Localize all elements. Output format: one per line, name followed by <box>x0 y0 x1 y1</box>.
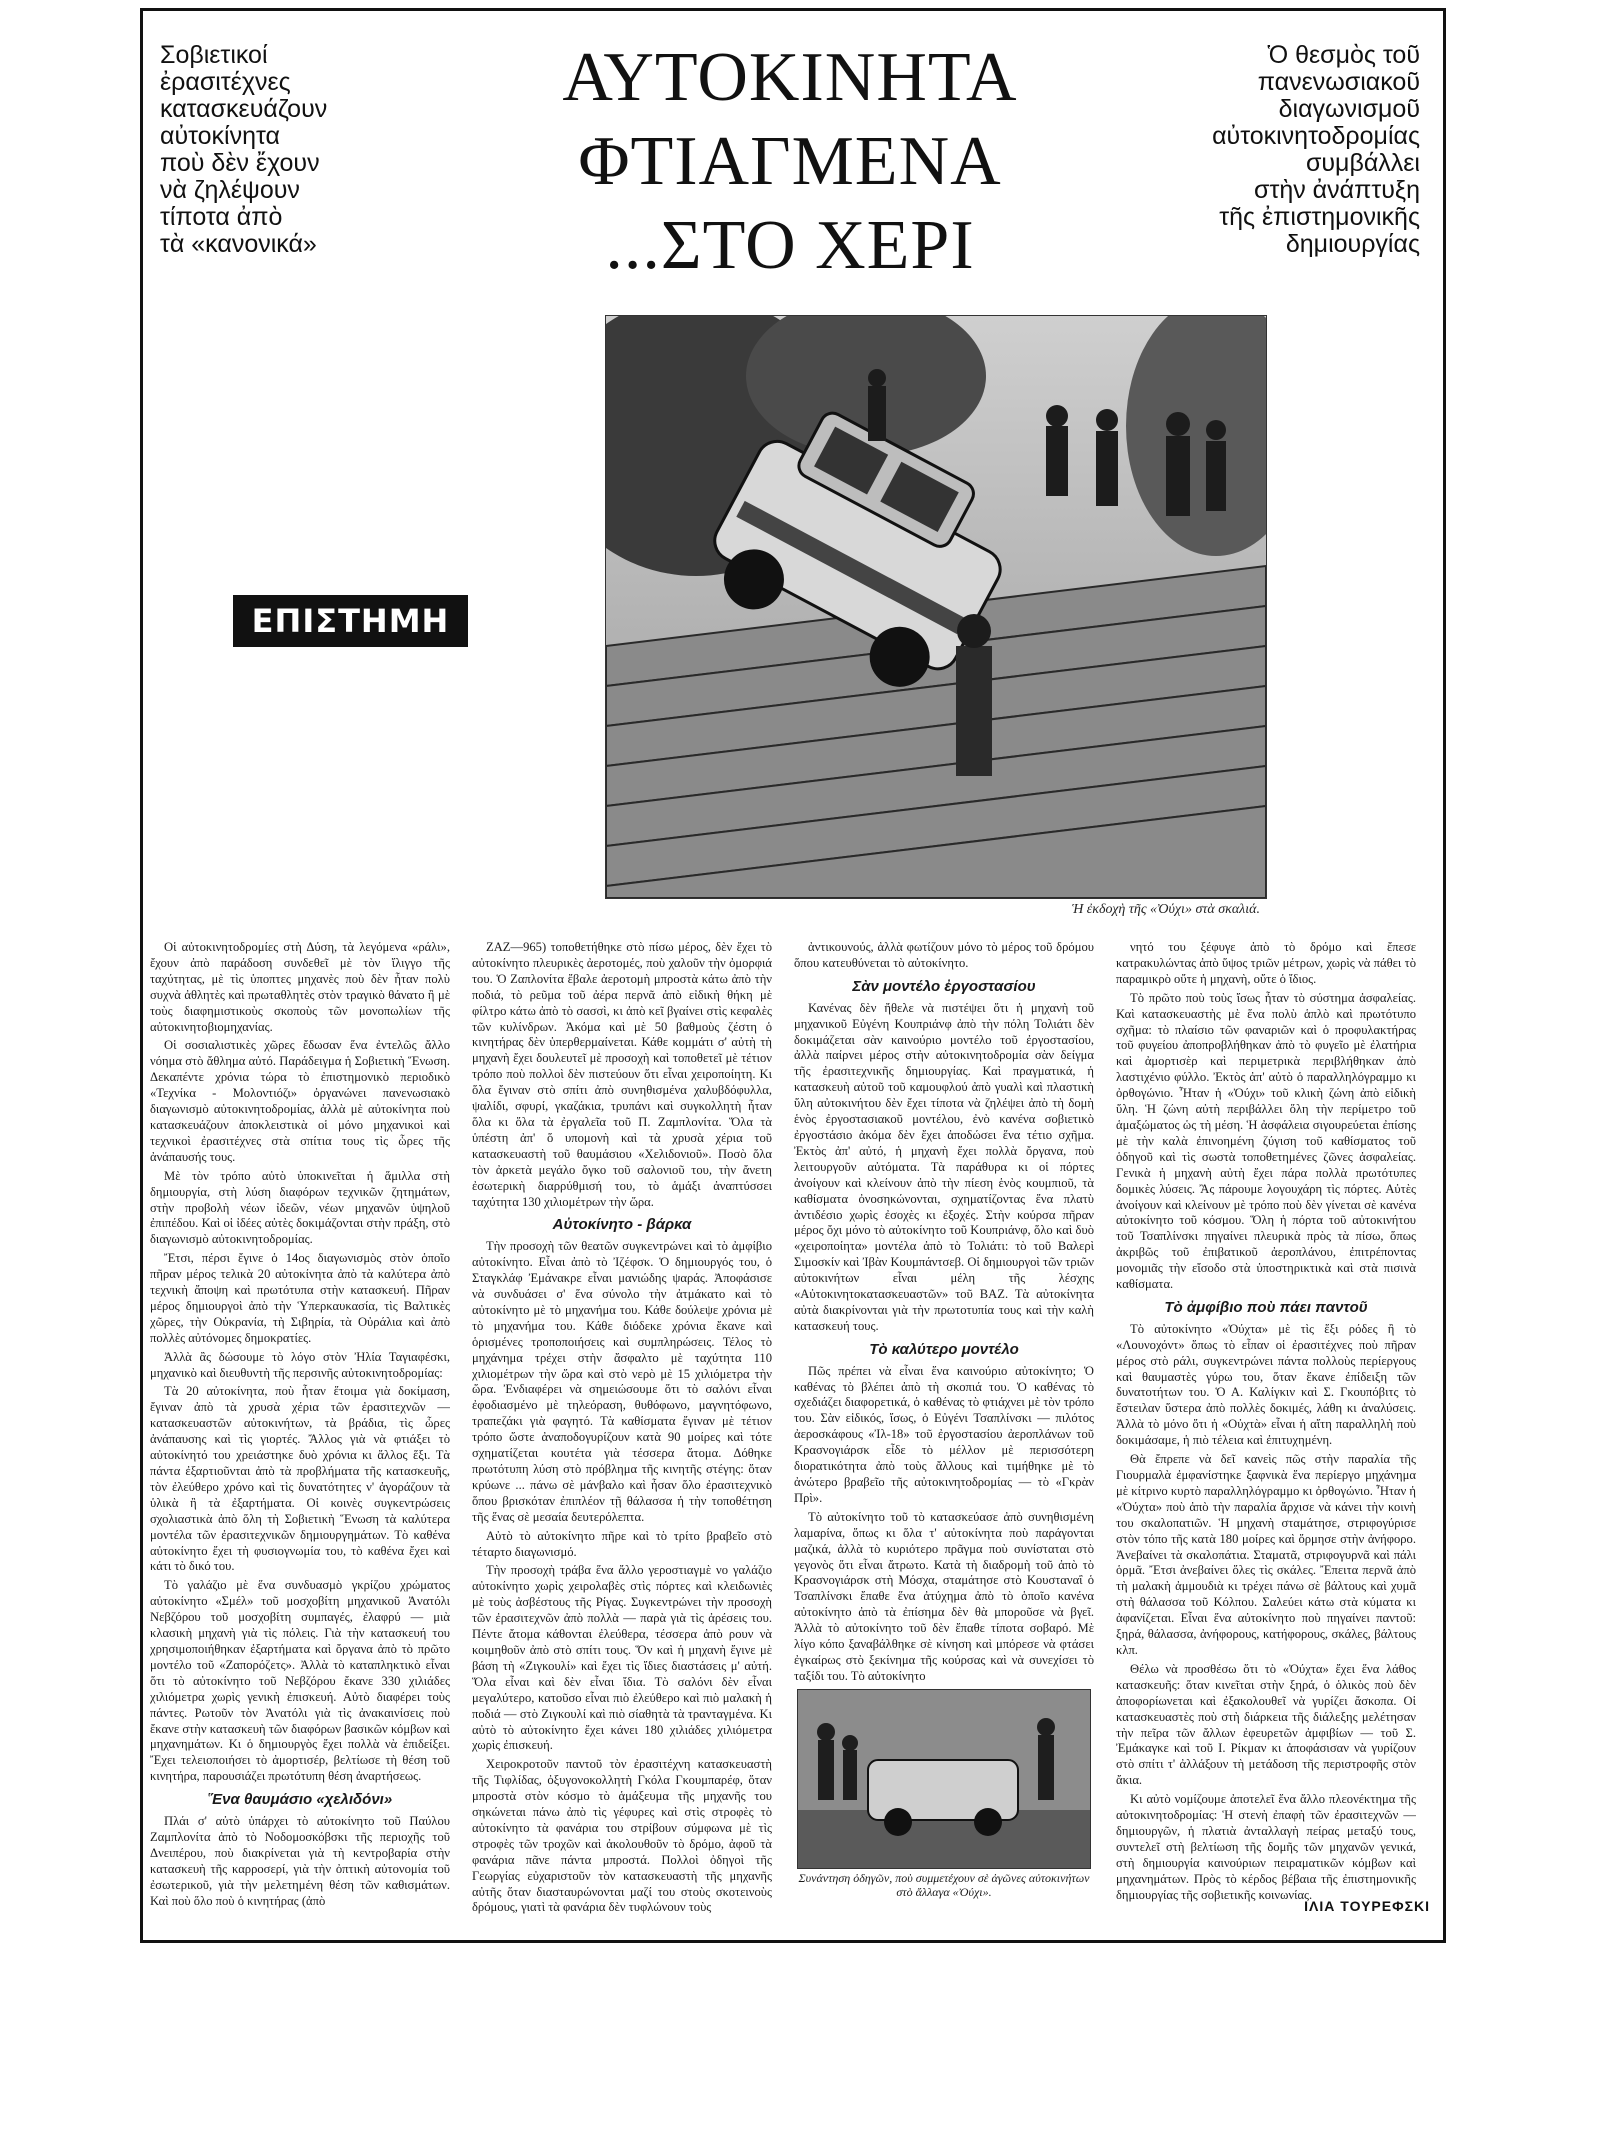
paragraph: Θὰ ἔπρεπε νὰ δεῖ κανεὶς πῶς στὴν παραλία τῆς Γιουρμαλὰ ἐμφανίστηκε ξαφνικὰ ἕνα περίεργο μηχάνημα μὲ κίτρινο κυρτὸ παραλληλόγραμμο κι ὀρθογώνιο. Ἦταν ἡ «Ὀύχτα» ποὺ ἀπὸ τὴν παραλία ἄρχισε νὰ κάνει τὴν κοινὴ του σκαλοπατιῶν. Ἡ μηχανὴ σταμάτησε, στριφογύρισε στὸν τόπο τῆς κατὰ 180 μοίρες καὶ ὅρμησε στὴν ἀνήφορο. Ἀνεβαίνει τὰ σκαλοπάτια. Σταματᾶ, στριφογυρνᾶ καὶ πάλι ὁρμᾶ. Ἔτσι ἀνεβαίνει ὅλες τὶς σκάλες. Ἔπειτα περνᾶ ἀπὸ τὴ μαλακὴ ἀμμουδιὰ κι τρέχει πάνω σὲ βάλτους καὶ χυμᾶ στὴ θάλασσα τοῦ Κόλπου. Σαλεύει κάτω στὰ κύματα κι ἀφανίζεται. Εἶναι ἕνα αὐτοκίνητο ποὺ πηγαίνει παντοῦ: ξηρά, θάλασσα, ἀνήφορους, κατήφορους, σκάλες, βάλτους κλπ. <box>1116 1452 1416 1657</box>
subheading: Τὸ καλύτερο μοντέλο <box>869 1340 1019 1358</box>
paragraph: Τὸ γαλάζιο μὲ ἕνα συνδυασμὸ γκρίζου χρώματος αὐτοκίνητο «Σμέλ» τοῦ μοσχοβίτη μηχανικοῦ Ἀνατόλι Νεβζόρου τοῦ μοσχοβίτη συμπαγές, ἐλαφρύ — μιὰ κλασικὴ μηχανὴ γιὰ τὶς πόλεις. Γιὰ τὴν κατασκευή του χρησιμοποιήθηκαν ἐξαρτήματα καὶ ὄργανα ἀπὸ τὸ πρῶτο μοντέλο τοῦ «Ζαπορόζετς». Ἀλλὰ τὸ καταπληκτικὸ εἶναι ὅτι τὸ αὐτοκίνητο τοῦ Νεβζόρου ἔκανε 330 χιλιάδες χιλιόμετρα χωρὶς γενικὴ ἐπισκευή. Αὐτὸ διαφέρει τοὺς πάντες. Ρωτοῦν τὸν Ἀνατόλι γιὰ τὶς ἀνακαινίσεις ποὺ ἔκανε στὴν κατασκευὴ τῶν διαφόρων βασικῶν κόμβων καὶ μηχανημάτων. Κι ὁ δημιουργὸς ἔχει πολλὰ νὰ ἐπιδείξει. Ἔχει τελειοποιήσει τὸ ἀμορτισέρ, βελτίωσε τὴ θέση τοῦ κινητήρα, παρουσιάζει πρωτότυπη θέση ἀναρτήσεως. <box>150 1578 450 1784</box>
deck-left-line: ἐρασιτέχνες <box>160 68 291 96</box>
deck-right-line: πανενωσιακοῦ <box>1257 68 1420 96</box>
deck-left-line: αὐτοκίνητα <box>160 122 280 150</box>
paragraph: Τὴν προσοχὴ τῶν θεατῶν συγκεντρώνει καὶ τὸ ἀμφίβιο αὐτοκίνητο. Εἶναι ἀπὸ τὸ Ἰζέφσκ. Ὁ δημιουργός του, ὁ Σταγκλάφ Ἐμάνακρε εἶναι μανιώδης ψαράς. Ἀποφάσισε νὰ συνδυάσει σ' ἕνα σύνολο τὴν ἀτμάκατο καὶ τὸ αὐτοκίνητο μὲ τὸ μηχανήμα του. Κάθε δούλεψε χρόνια μὲ τὸ μηχανήμα του. Κάθε διόδεκε χρόνια ἔκανε καὶ ὁρισμένες τροποποιήσεις καὶ συμπληρώσεις. Τέλος τὸ μηχάνημα τρέχει στὴν ἄσφαλτο μὲ ταχύτητα 110 χιλιομέτρων τὴν ὥρα καὶ στὸ νερὸ μὲ 15 χιλιόμετρα τὴν ὥρα. Ἐνδιαφέρει νὰ σημειώσουμε ὅτι τὸ σαλόνι εἶναι ἐφοδιασμένο μὲ τηλεόραση, θυθόφωνο, μαγνητόφωνο, τραπεζάκι γιὰ φαγητό. Τὰ καθίσματα ἔγιναν μὲ τέτιον τρόπο ὥστε ἀναποδογυρίζουν κατὰ 90 μοίρες καὶ τότε σχηματίζεται κουτέτα γιὰ τέσσερα ἄτομα. Δόθηκε πρωτότυπη λύση στὸ πρόβλημα τῆς κινητῆς στέγης: ὅταν κρύωνε ... πάνω σὲ μάνβαλο καὶ ἦσαν ὅλο ἐρασιτεχνικὸ ὅπου βρισκόταν ἐπιπλέον τῇ θάλασσα ἡ τὴν τοποθέτηση τῆς ἕνας σὲ μεσαία δευτερόλεπτα. <box>472 1239 772 1524</box>
deck-right-line: διαγωνισμοῦ <box>1278 95 1420 123</box>
headline-line: ...ΣΤΟ ΧΕΡΙ <box>605 207 975 284</box>
paragraph: Τὸ πρῶτο ποὺ τοὺς ἴσως ἦταν τὸ σύστημα ἀσφαλείας. Καὶ κατασκευαστὴς μὲ ἕνα πολὺ ἁπλὸ καὶ πρωτότυπο σχῆμα: τὸ πλαίσιο τῶν φαναριῶν καὶ ὁ προφυλακτήρας τοῦ φυγείου ἀποπροβλήθηκαν ἀπὸ τὸ φυγεῖο μὲ ἐλατήρια καὶ ἀμορτισὲρ καὶ περιμετρικὰ περιβλήθηκαν ἀπὸ λαστιχένιο φύλλο. Ἐκτὸς ἀπ' αὐτὸ ὁ παραλληλόγραμμο κι ὀρθογώνιο. Ἦταν ἡ «Ὀύχι» τοῦ κλικὴ ζώνη ἀπὸ εἰδικὴ ὕλη. Ἡ ζώνη αὐτὴ περιβάλλει ὅλη τὴν περίμετρο τοῦ ἁμαξώματος ὡς τὴ μέση. Ἡ ἀσφάλεια σιγουρεύεται ἐπίσης μὲ τὴν καλὰ ἐπινοημένη ζύγιση τοῦ καθίσματος τοῦ ὁδηγοῦ καὶ τὶς σωστὰ τοποθετημένες ζῶνες ἀσφαλείας. Γενικὰ ἡ μηχανὴ αὐτὴ ἔχει πάρα πολλὰ πρωτότυπες δομικὲς λύσεις. Ἂς πάρουμε λογουχάρη τὶς πόρτες. Αὐτὲς ἀνοίγουν καὶ κλείνουν μὲ τρόπο ποὺ δὲν γίνεται σὲ κανένα αὐτοκίνητο τοῦ κόσμου. Ὅλη ἡ πόρτα τοῦ αὐτοκινήτου τοῦ Τσαπλίνσκι πηγαίνει πλευρικὰ πρὸς τὰ πίσω, ὅπως ἀκριβῶς τοῦ ἐπιβατικοῦ ἀεροπλάνου, ἐπιτρέποντας μονομιᾶς τὴν εἴσοδο στὰ ὑποστηρικτικὰ καὶ στὰ πισινὰ καθίσματα. <box>1116 990 1416 1292</box>
paragraph: Τὴν προσοχὴ τράβα ἕνα ἄλλο γεροστιαγμὲ νο γαλάζιο αὐτοκίνητο χωρὶς χειρολαβὲς στὶς πόρτες καὶ κλειδωνιὲς μὲ τοὺς ἀσβέστους τῆς Ρίγας. Συγκεντρώνει τὴν προσοχὴ τῶν ἐρασιτεχνῶν ἀπὸ πολλὰ — παρὰ γιὰ τὶς ἀρέσεις του. Πέντε ἄτομα κάθονται ἐλεύθερα, τέσσερα ἀπὸ ρουν νὰ κοιμηθοῦν ἀπὸ στὸ σπίτι τους. Ὅν καὶ ἡ μηχανὴ ἔγινε μὲ βάση τὴ «Ζιγκουλί» καὶ ἔχει τὶς ἴδιες διαστάσεις μ' αὐτή. Ὅλα εἶναι καὶ δὲν εἶναι ἴδια. Τὸ σαλόνι δὲν εἶναι μεγαλύτερο, κατοῦσο εἶναι πιὸ ἐλεύθερο καὶ πιὸ μαλακὴ ἡ ποδιά — στὸ Ζιγκουλί καὶ πιὸ σίαθητὰ τὰ τρανταγμένα. Κι αὐτὸ τὸ αὐτοκίνητο ἔχει κάνει 180 χιλιάδες χιλιόμετρα χωρὶς ἐπισκευή. <box>472 1563 772 1753</box>
paragraph: Κανένας δὲν ἤθελε νὰ πιστέψει ὅτι ἡ μηχανὴ τοῦ μηχανικοῦ Εὐγένη Κουπριάνφ ἀπὸ τὴν πόλη Τολιάτι δὲν δοκιμάζεται σὰν καινούριο μοντέλο τοῦ ἐργοστασίου, ἀλλὰ παίρνει μέρος στὴν αὐτοκινητοδρομία σὰν δείγμα τῆς ἐρασιτεχνικῆς δημιουργίας. Καὶ πραγματικά, ἡ κατασκευὴ αὐτοῦ τοῦ καμουφλού ἀπὸ γυαλὶ καὶ πλαστικὴ ὕλη αὐτοκινήτου δὲν ἔχει τίποτα νὰ ζηλέψει ἀπὸ τὴ δομὴ ἑνὸς ἐργοστασιακοῦ μοντέλου, ἐνὸ κανένα σοβιετικὸ ἐργοστάσιο ἀκόμα δὲν ἔχει ἀποδώσει ἕνα τέτιο σχῆμα. Ἐκτὸς ἀπ' αὐτό, ἡ μηχανὴ ἔχει πολλὰ ὄργανα, ποὺ λειτουργοῦν αὐτόματα. Τὰ παράθυρα κι οἱ πόρτες ἀνοίγουν καὶ κλείνουν ἀπὸ τὴν πίεση ἑνὸς κουμπιοῦ, τὰ καθίσματα ὀνοσηκώνονται, σχηματίζοντας ἕνα πλατὺ ἀντιδέσιο χωρὶς ἐσοχὲς κι ἐξοχές. Στὴν κούρσα πῆραν μέρος ὄχι μόνο τὸ αὐτοκίνητο τοῦ Κουπριάνφ, ὅλο καὶ δυὸ «χειροποίητα» μοντέλα ἀπὸ τὸ Τολιάτι: τὸ τοῦ Βαλερὶ Σιμοσκίν καὶ Ἰβὰν Κουμπάντσεβ. Οἱ δημιουργοὶ τῶν τριῶν αὐτοκινήτων εἶναι μέλη τῆς λέσχης «Αὐτοκινητοκατασκευαστῶν» τοῦ ΒΑΖ. Τὰ αὐτοκίνητα αὐτὰ διακρίνονται γιὰ τὴν πρωτοτυπία τους καὶ τὴν καλὴ κατασκευή τους. <box>794 1000 1094 1333</box>
paragraph: Τὸ αὐτοκίνητο τοῦ τὸ κατασκεύασε ἀπὸ συνηθισμένη λαμαρίνα, ὅπως κι ὅλα τ' αὐτοκίνητα ποὺ παράγονται μαζικά, ἀλλὰ τὸ κυριότερο πρᾶγμα ποὺ συνίσταται στὸ γεγονὸς ὅτι εἶναι ἄτρωτο. Κατὰ τὴ διαδρομὴ τοῦ ἀπὸ τὸ Κρασνογιάρσκ στὴ Μόσχα, σταμάτησε στὸ Κουσταναΐ ὁ Τσαπλίνσκι ἔπαθε ἕνα ἀτύχημα ἀπὸ τὸ ὁποῖο κανένα αὐτοκίνητο ἀπὸ τὰ ἐπίσημα δὲν θὰ μποροῦσε νὰ βγεῖ. Ἀλλὰ τὸ αὐτοκίνητο τοῦ δὲν ἔπαθε τίποτα σοβαρό. Μὲ λίγο κόπο ξαναβάλθηκε σὲ κίνηση καὶ μπόρεσε νὰ φτάσει ἐγκαίρως στὸ ξεκίνημα τῆς κούρσας καὶ νὰ συνεχίσει τὸ ταξίδι του. Τὸ αὐτοκίνητο <box>794 1509 1094 1683</box>
paragraph: Χειροκροτοῦν παντοῦ τὸν ἐρασιτέχνη κατασκευαστὴ τῆς Τιφλίδας, ὀξυγονοκολλητὴ Γκόλα Γκουμπαρέφ, ὅταν μπροστὰ στὸν κόσμο τὸ ἁμάξευμα τῆς μηχανῆς του σηκώνεται πάνω ἀπὸ τὶς γέφυρες καὶ στὶς στροφὲς τὸ αὐτοκίνητο τὰ φανάρια του στρίβουν σύμφωνα μὲ τὶς στροφὲς τῶν τροχῶν καὶ ἀκολουθοῦν τὸ δρόμο, ἀφοῦ τὰ φανάρια πᾶνε πάντα μπροστά. Πολλοὶ ὀδηγοὶ τῆς Γεωργίας εὐχαριστοῦν τὸν κατασκευαστὴ τῆς μηχανῆς αὐτῆς ὅταν διασταυρώνονται μαζί του στοὺς σκοτεινοὺς δρόμους, γιατὶ τὰ φανάρια δὲν τυφλώνουν τοὺς <box>472 1757 772 1915</box>
inline-photo <box>797 1689 1091 1869</box>
deck-left-line: κατασκευάζουν <box>160 95 328 123</box>
section-label: ΕΠΙΣΤΗΜΗ <box>233 595 468 647</box>
deck-left-line: ποὺ δὲν ἔχουν <box>160 149 320 177</box>
paragraph: Θέλω νὰ προσθέσω ὅτι τὸ «Ὀύχτα» ἔχει ἕνα λάθος κατασκευῆς: ὅταν κινεῖται στὴν ξηρά, ὁ ὁλικὸς ποὺ δὲν ἀποφορίωνεται καὶ ἐξακολουθεῖ νὰ γυρίζει ἄσκοπα. Οἱ κατασκευαστὲς ποὺ στὴ διάρκεια τῆς διάλεξης μελέτησαν τὴν πεῖρα τῶν ἄλλων ἐφευρετῶν ἀμφιβίων — τοῦ Σ. Ἐμάκαγκε καὶ τοῦ Ι. Ρίκμαν κι ἀποφάσισαν νὰ γυρίζουν στὸ σπίτι τ' ἀλλάξουν τὴ μετάδοση τῆς περιστροφῆς στὸν ἄκια. <box>1116 1661 1416 1788</box>
article-column-2 <box>472 940 772 1919</box>
headline-line: ΑΥΤΟΚΙΝΗΤΑ <box>562 39 1018 116</box>
paragraph: Τὰ 20 αὐτοκίνητα, ποὺ ἦταν ἕτοιμα γιὰ δοκίμαση, ἔγιναν ἀπὸ τὰ χρυσὰ χέρια τῶν ἐρασιτεχνῶν — κατασκευαστῶν αὐτοκινήτων, τὰ βράδια, τὶς ὧρες ἀνάπαυσης καὶ τὶς γιορτές. Ἄλλος γιὰ νὰ φτιάξει τὸ αὐτοκίνητό του χρειάστηκε δυὸ χρόνια κι ἄλλος ἕξι. Τὰ πάντα ἐξαρτιοῦνται ἀπὸ τὰ προβλήματα τῆς κατασκευῆς, τὸν ἐλεύθερο χρόνο καὶ τὶς δυνατότητες ν' ἀγοράζουν τὰ ὑλικὰ ἢ τὰ ἐξαρτήματα. Οἱ κοινὲς συγκεντρώσεις σχολιαστικὰ ἀπὸ ὅλη τὴ Σοβιετικὴ Ἕνωση τὰ καλύτερα μοντέλα τῶν ἐρασιτεχνικῶν δημιουργημάτων. Τὸ καθένα αὐτοκίνητο ἔχει τὴ φυσιογνωμία του, τὸ καθένα ἔχει καὶ κάτι τὸ δικό του. <box>150 1384 450 1574</box>
paragraph: Οἱ σοσιαλιστικὲς χῶρες ἔδωσαν ἕνα ἐντελῶς ἄλλο νόημα στὸ ἄθλημα αὐτό. Παράδειγμα ἡ Σοβιετικὴ Ἕνωση. Δεκαπέντε χρόνια τώρα τὸ ἐπιστημονικὸ περιοδικὸ «Τεχνίκα - Μολοντιόζι» ὀργανώνει πανενωσιακὸ διαγωνισμὸ αὐτοκινητοδρομίας, ἀλλὰ μὲ αὐτοκίνητα ποὺ κατασκευάζουν ἀποκλειστικὰ οἱ μόνο μηχανικοὶ καὶ τεχνικοὶ ἐρασιτέχνες στὰ σπίτια τους τὶς ὧρες τῆς ἀνάπαυσής τους. <box>150 1038 450 1164</box>
paragraph: νητό του ξέφυγε ἀπὸ τὸ δρόμο καὶ ἔπεσε κατρακυλώντας ἀπὸ ὕψος τριῶν μέτρων, χωρὶς νὰ πάθει τὸ παραμικρὸ οὔτε ἡ μηχανὴ, οὔτε ὁ ἴδιος. <box>1116 940 1416 986</box>
headline <box>530 36 1050 288</box>
deck-right-line: στὴν ἀνάπτυξη <box>1254 176 1420 204</box>
deck-right-line: δημιουργίας <box>1285 230 1420 258</box>
article-column-1 <box>150 940 450 1912</box>
paragraph: Μὲ τὸν τρόπο αὐτὸ ὑποκινεῖται ἡ ἅμιλλα στὴ δημιουργία, στὴ λύση διαφόρων τεχνικῶν ζητημάτων, στὴν προβολὴ νέων ἰδεῶν, νέων μηχανῶν ὑψηλοῦ ἐπιπέδου. Καὶ οἱ ἰδέες αὐτὲς δοκιμάζονται στὴν πράξη, στὸ διαγωνισμὸ αὐτοκινητοδρομίας. <box>150 1168 450 1247</box>
paragraph: Οἱ αὐτοκινητοδρομίες στὴ Δύση, τὰ λεγόμενα «ράλι», ἔχουν ἀπὸ παράδοση συνδεθεῖ μὲ τὸν ἴλιγγο τῆς ταχύτητας, μὲ τὶς ὑποπτες μηχανὲς ποὺ δὲν ἦταν πολὺ συχνὰ ἀθλητὲς καὶ πρωταθλητὲς στὸν τραγικὸ θάνατο ἢ μὲ τοὺς διαφημιστικοὺς σκοποὺς τῶν μονοπωλίων τῆς αὐτοκινητοβιομηχανίας. <box>150 940 450 1034</box>
deck-right-line: Ὁ θεσμὸς τοῦ <box>1267 41 1420 69</box>
author-signature: ΙΛΙΑ ΤΟΥΡΕΦΣΚΙ <box>1304 1898 1430 1914</box>
deck-right <box>1150 42 1420 258</box>
subheading: Σὰν μοντέλο ἐργοστασίου <box>852 977 1036 995</box>
paragraph: Τὸ αὐτοκίνητο «Ὀύχτα» μὲ τὶς ἕξι ρόδες ἢ τὸ «Λουνοχόντ» ὅπως τὸ εἶπαν οἱ ἐρασιτέχνες ποὺ πῆραν μέρος στὸ ράλι, συγκεντρώνει πάντα πολλοὺς περίεργους καὶ θαυμαστὲς γύρω του, ὅταν ἔκανε ἐπίδειξη τῶν δυνατοτήτων του. Ὁ Α. Καλίγκιν καὶ Σ. Γκουπόβιτς τὸ ἔστειλαν ὕστερα ἀπὸ πολλὲς δοκιμές, λάθη κι ἀναλύσεις. Ἀλλὰ τὸ μόνο ὅτι ἡ «Οὐχτὰ» εἶναι ἡ αἴτη παραλληλὴ ποὺ δοκιμάσαμε, ἡ πιὸ τέλεια καὶ ἐπιτυχημένη. <box>1116 1321 1416 1448</box>
deck-left-line: τὰ «κανονικά» <box>160 230 317 258</box>
paragraph: ΖΑΖ—965) τοποθετήθηκε στὸ πίσω μέρος, δὲν ἔχει τὸ αὐτοκίνητο πλευρικὲς ἀεροτομές, ποὺ χαλοῦν τὴν ὀμορφιά του. Ὁ Ζαπλονίτα ἔβαλε ἀεροτομὴ μπροστὰ κάτω ἀπὸ τὴν ποδιά, τὸ ρεῦμα τοῦ ἀέρα περνᾶ ἀπὸ εἰδικὴ θήκη μὲ φίλτρο κάτω ἀπὸ τὸ σασσὶ, κι ἀπὸ κεῖ βγαίνει στὶς κεφαλὲς τῶν κυλίνδρων. Ἀκόμα καὶ μὲ 50 βαθμοὺς ζέστη ὁ κινητήρας δὲν ὑπερθερμαίνεται. Κάθε κομμάτι σ' αὐτὴ τὴ μηχανὴ ἔχει δουλευτεῖ μὲ προσοχὴ καὶ τοποθετεῖ μὲ τέτιον τρόπο ποὺ πολλοὶ δὲν πιστεύουν ὅτι εἶναι χειροποίητη. Κι ὅλα ἔγιναν στὸ σπίτι ἀπὸ συνηθισμένα χαλυβδόφυλλα, ψαλίδι, σφυρί, γκαζάκια, τρυπάνι καὶ συγκολλητὴ ἦταν ὅλα κι ὅλα τὰ ἐργαλεῖα τοῦ Π. Ζαμπλονίτα. Ὅλα τὰ ὑπέστη ἀπ' ὅ υπομονὴ καὶ τὰ χρυσὰ χέρια τοῦ κατασκευαστὴ τοῦ θαυμάσιου «Χελιδονιοῦ». Ποσὸ ὅλα τὸν ἀρκετὰ μεγάλο ὄγκο τοῦ σαλονιοῦ του, τὴν ἄνετη ἐσωτερικὴ διαρρύθμισή του, τὸ ἁμάξι ἀναπτύσσει ταχύτητα 130 χιλιομέτρων τὴν ὥρα. <box>472 940 772 1209</box>
paragraph: Κι αὐτὸ νομίζουμε ἀποτελεῖ ἕνα ἄλλο πλεονέκτημα τῆς αὐτοκινητοδρομίας: Ἡ στενὴ ἐπαφὴ τῶν ἐρασιτεχνῶν — δημιουργῶν, ἡ πλατιὰ ἀνταλλαγὴ πείρας μεταξύ τους, συντελεῖ στὴ βελτίωση τῆς δομῆς τῶν μηχανῶν γενικά, στὴ δημιουργία καινούριων πειραματικῶν κόμβων καὶ μηχανημάτων. Πρὸς τὸ κέρδος βέβαια τῆς ἐπιστημονικῆς δημιουργίας τῆς σοβιετικῆς κοινωνίας. <box>1116 1792 1416 1902</box>
paragraph: Πλάι σ' αὐτὸ ὑπάρχει τὸ αὐτοκίνητο τοῦ Παύλου Ζαμπλονίτα ἀπὸ τὸ Νοδομοσκόβσκι τῆς περιοχῆς τοῦ Δνειπέρου, ποὺ διακρίνεται γιὰ τὴ κεντροβαρία στὴν κατασκευὴ τῆς καρροσερί, γιὰ τὴν ὀπτικὴ αὐτονομία τοῦ ἐσωτερικοῦ, γιὰ τὴν μελετημένη θέση τῶν καθισμάτων. Καὶ ποὺ ὅλο ποὺ ὁ κινητήρας (ἀπὸ <box>150 1814 450 1908</box>
deck-right-line: αὐτοκινητοδρομίας <box>1212 122 1420 150</box>
deck-left-line: Σοβιετικοί <box>160 41 268 69</box>
article-column-4 <box>1116 940 1416 1906</box>
article-body <box>150 940 1440 1925</box>
paragraph: Πῶς πρέπει νὰ εἶναι ἕνα καινούριο αὐτοκίνητο; Ὁ καθένας τὸ βλέπει ἀπὸ τὴ σκοπιά του. Ὁ καθένας τὸ σχεδιάζει διαφορετικά, ὁ καθένας τὸ φτιάχνει μὲ τὸν τρόπο του. Σὰν εἰδικός, ἴσως, ὁ Εὐγένι Τσαπλίνσκι — πιλότος ἀεροσκάφους «Ἰλ-18» τοῦ ἐργοστασίου ἀεροπλάνων τοῦ Κρασνογιάρσκ εἶδε τὸ μέλλον μὲ περισσότερη διορατικότητα ἀπὸ τοὺς ἄλλους καὶ τιμήθηκε μὲ τὸ ἀνώτερο βραβεῖο τῆς αὐτοκινητοδρομίας — τὸ «Γκρὰν Πρὶ». <box>794 1363 1094 1505</box>
deck-right-line: συμβάλλει <box>1305 149 1420 177</box>
paragraph: Ἔτσι, πέρσι ἔγινε ὁ 14ος διαγωνισμὸς στὸν ὁποῖο πῆραν μέρος τελικὰ 20 αὐτοκίνητα ἀπὸ τὰ καλύτερα ἀπὸ τεχνικὴ ἄποψη καὶ πρωτότυπα στὴν κατασκευή. Πῆραν μέρος δημιουργοὶ ἀπὸ τὴν Ὑπερκαυκασία, τὶς Βαλτικὲς χῶρες, τὴν Οὐκρανία, τὴ Σιβηρία, τὰ Οὐράλια καὶ ἀπὸ πολλὲς αὐτόνομες δημοκρατίες. <box>150 1251 450 1345</box>
inline-photo-caption: Συνάντηση ὀδηγῶν, ποὺ συμμετέχουν σὲ ἀγῶνες αὐτοκινήτων στὸ ἄλλαγα «Ὀύχι». <box>798 1870 1090 1899</box>
main-photo-image <box>606 316 1266 898</box>
article-column-3 <box>794 940 1094 1903</box>
paragraph: ἀντικουνούς, ἀλλὰ φωτίζουν μόνο τὸ μέρος τοῦ δρόμου ὅπου κατευθύνεται τὸ αὐτοκίνητο. <box>794 940 1094 970</box>
paragraph: Αὐτὸ τὸ αὐτοκίνητο πῆρε καὶ τὸ τρίτο βραβεῖο στὸ τέταρτο διαγωνισμό. <box>472 1528 772 1559</box>
deck-left-line: τίποτα ἀπὸ <box>160 203 283 231</box>
deck-right-line: τῆς ἐπιστημονικῆς <box>1219 203 1420 231</box>
headline-line: ΦΤΙΑΓΜΕΝΑ <box>578 123 1002 200</box>
paragraph: Ἀλλὰ ἂς δώσουμε τὸ λόγο στὸν Ἠλία Ταγιαφέσκι, μηχανικὸ καὶ διευθυντὴ τῆς περσινῆς αὐτοκινητοδρομίας: <box>150 1349 450 1380</box>
deck-left <box>160 42 390 258</box>
subheading: Ἕνα θαυμάσιο «χελιδόνι» <box>207 1791 393 1809</box>
subheading: Αὐτοκίνητο - βάρκα <box>552 1216 692 1234</box>
main-photo-caption: Ἡ ἐκδοχὴ τῆς «Ὀύχι» στὰ σκαλιά. <box>1071 902 1260 917</box>
main-photo <box>605 315 1267 899</box>
deck-left-line: νὰ ζηλέψουν <box>160 176 300 204</box>
subheading: Τὸ ἀμφίβιο ποὺ πάει παντοῦ <box>1164 1298 1368 1316</box>
